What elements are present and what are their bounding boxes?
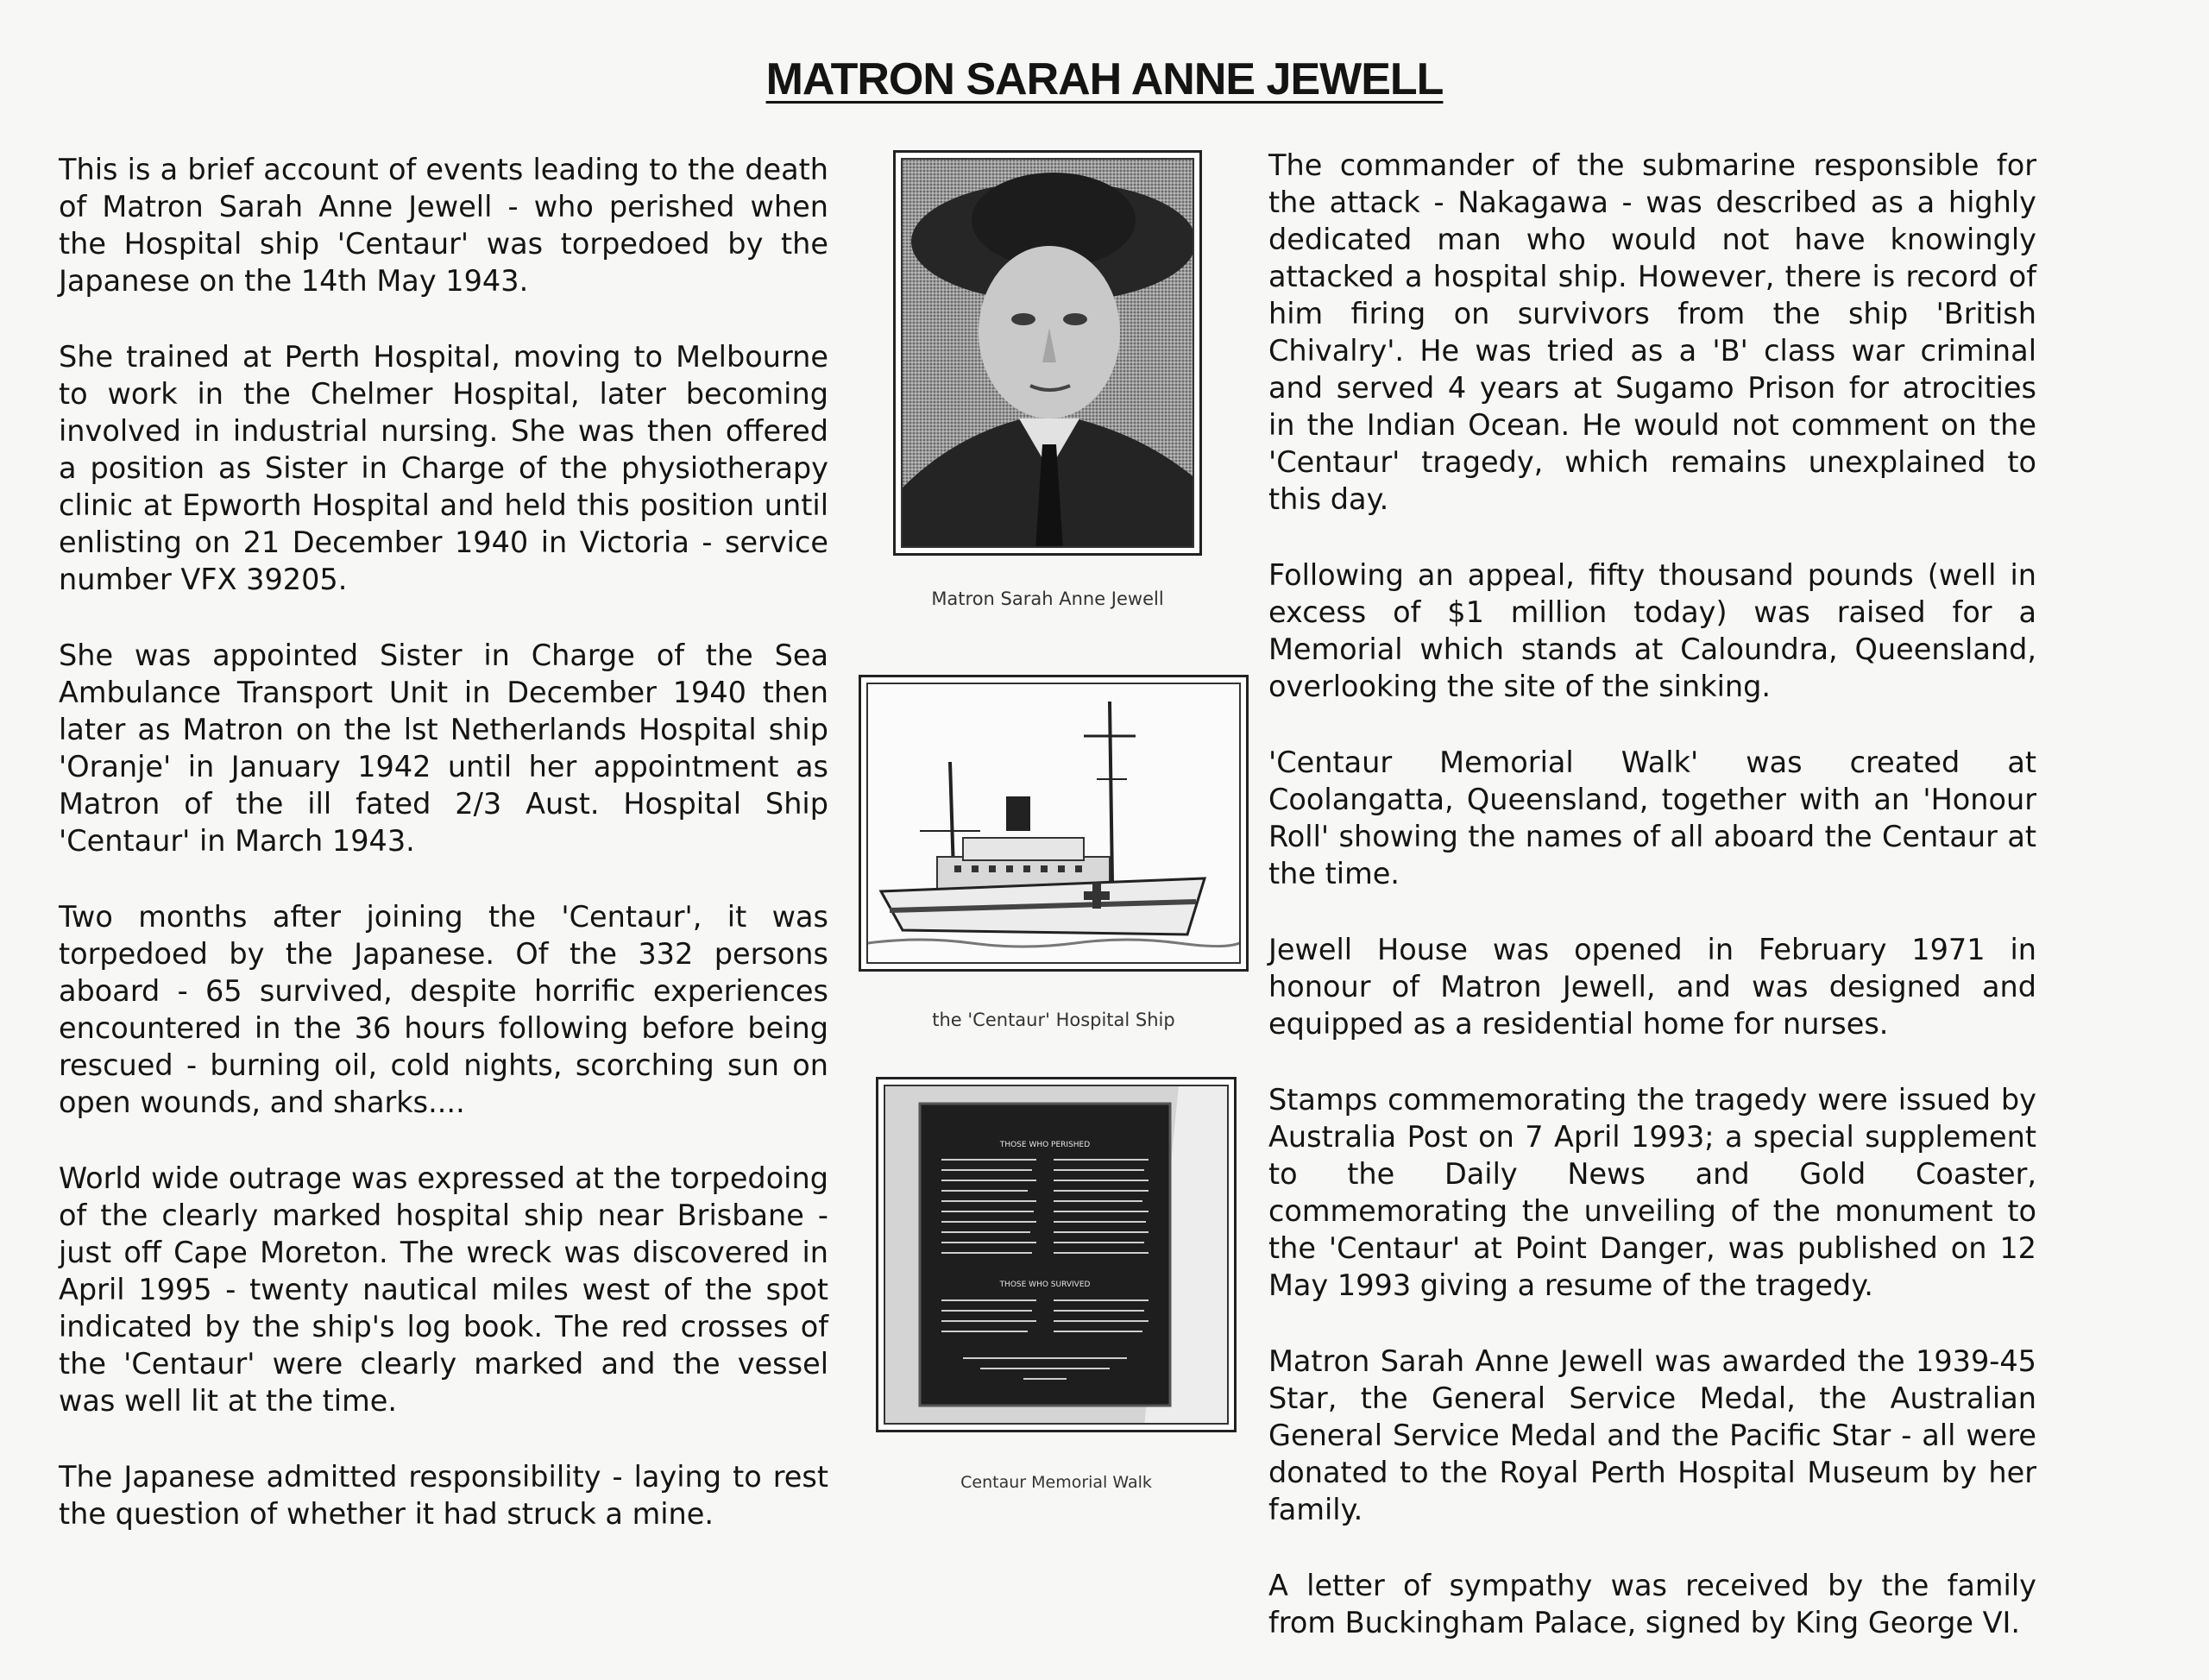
- portrait-photo-frame: [893, 150, 1202, 556]
- memorial-caption: Centaur Memorial Walk: [960, 1473, 1152, 1492]
- memorial-photo: [885, 1086, 1229, 1425]
- paragraph: She was appointed Sister in Charge of the Sea Ambulance Transport Unit in December 1940 then later as Matron on the lst Netherlands Hospital ship 'Oranje' in January 1942 until her appointment as Matron of the ill fated 2/3 Aust. Hospital Ship 'Centaur' in March 1943.: [59, 639, 828, 858]
- paragraph: Jewell House was opened in February 1971 in honour of Matron Jewell, and was designed and equipped as a residential home for nurses.: [1268, 933, 2036, 1041]
- paragraph: She trained at Perth Hospital, moving to Melbourne to work in the Chelmer Hospital, later becoming involved in industrial nursing. She was then offered a position as Sister in Charge of the physiotherapy clinic at Epworth Hospital and held this position until enlisting on 21 December 1940 in Victoria - service number VFX 39205.: [59, 340, 828, 596]
- paragraph: This is a brief account of events leading to the death of Matron Sarah Anne Jewell - who perished when the Hospital ship 'Centaur' was torpedoed by the Japanese on the 14th May 1943.: [59, 153, 828, 298]
- page-title: MATRON SARAH ANNE JEWELL: [765, 54, 1444, 104]
- left-text-column: [59, 151, 828, 1571]
- paragraph: The Japanese admitted responsibility - laying to rest the question of whether it had struck a mine.: [59, 1460, 828, 1531]
- paragraph: Following an appeal, fifty thousand pounds (well in excess of $1 million today) was raised for a Memorial which stands at Caloundra, Queensland, overlooking the site of the sinking.: [1268, 558, 2036, 703]
- portrait-caption: Matron Sarah Anne Jewell: [931, 588, 1164, 609]
- paragraph: A letter of sympathy was received by the family from Buckingham Palace, signed by King George VI.: [1268, 1569, 2036, 1639]
- paragraph: Stamps commemorating the tragedy were issued by Australia Post on 7 April 1993; a special supplement to the Daily News and Gold Coaster, commemorating the unveiling of the monument to the 'Centaur' at Point Danger, was published on 12 May 1993 giving a resume of the tragedy.: [1268, 1083, 2036, 1302]
- ship-photo: [868, 684, 1241, 964]
- paragraph: Matron Sarah Anne Jewell was awarded the 1939-45 Star, the General Service Medal, the Australian General Service Medal and the Pacific Star - all were donated to the Royal Perth Hospital Museum by her family.: [1268, 1344, 2036, 1526]
- right-text-column: [1268, 147, 2036, 1680]
- ship-photo-frame: [859, 675, 1249, 972]
- ship-caption: the 'Centaur' Hospital Ship: [932, 1010, 1175, 1030]
- portrait-photo: [903, 160, 1194, 548]
- plaque-survived-heading: THOSE WHO SURVIVED: [999, 1280, 1091, 1289]
- paragraph: World wide outrage was expressed at the torpedoing of the clearly marked hospital ship near Brisbane - just off Cape Moreton. The wreck was discovered in April 1995 - twenty nautical miles west of the spot indicated by the ship's log book. The red crosses of the 'Centaur' were clearly marked and the vessel was well lit at the time.: [59, 1161, 828, 1418]
- paragraph: The commander of the submarine responsible for the attack - Nakagawa - was described as a highly dedicated man who would not have knowingly attacked a hospital ship. However, there is record of him firing on survivors from the ship 'British Chivalry'. He was tried as a 'B' class war criminal and served 4 years at Sugamo Prison for atrocities in the Indian Ocean. He would not comment on the 'Centaur' tragedy, which remains unexplained to this day.: [1268, 148, 2036, 516]
- paragraph: 'Centaur Memorial Walk' was created at Coolangatta, Queensland, together with an 'Honour Roll' showing the names of all aboard the Centaur at the time.: [1268, 746, 2036, 890]
- memorial-photo-frame: [876, 1077, 1237, 1432]
- paragraph: Two months after joining the 'Centaur', it was torpedoed by the Japanese. Of the 332 persons aboard - 65 survived, despite horrific experiences encountered in the 36 hours following before being rescued - burning oil, cold nights, scorching sun on open wounds, and sharks....: [59, 900, 828, 1119]
- plaque-perished-heading: THOSE WHO PERISHED: [999, 1141, 1091, 1149]
